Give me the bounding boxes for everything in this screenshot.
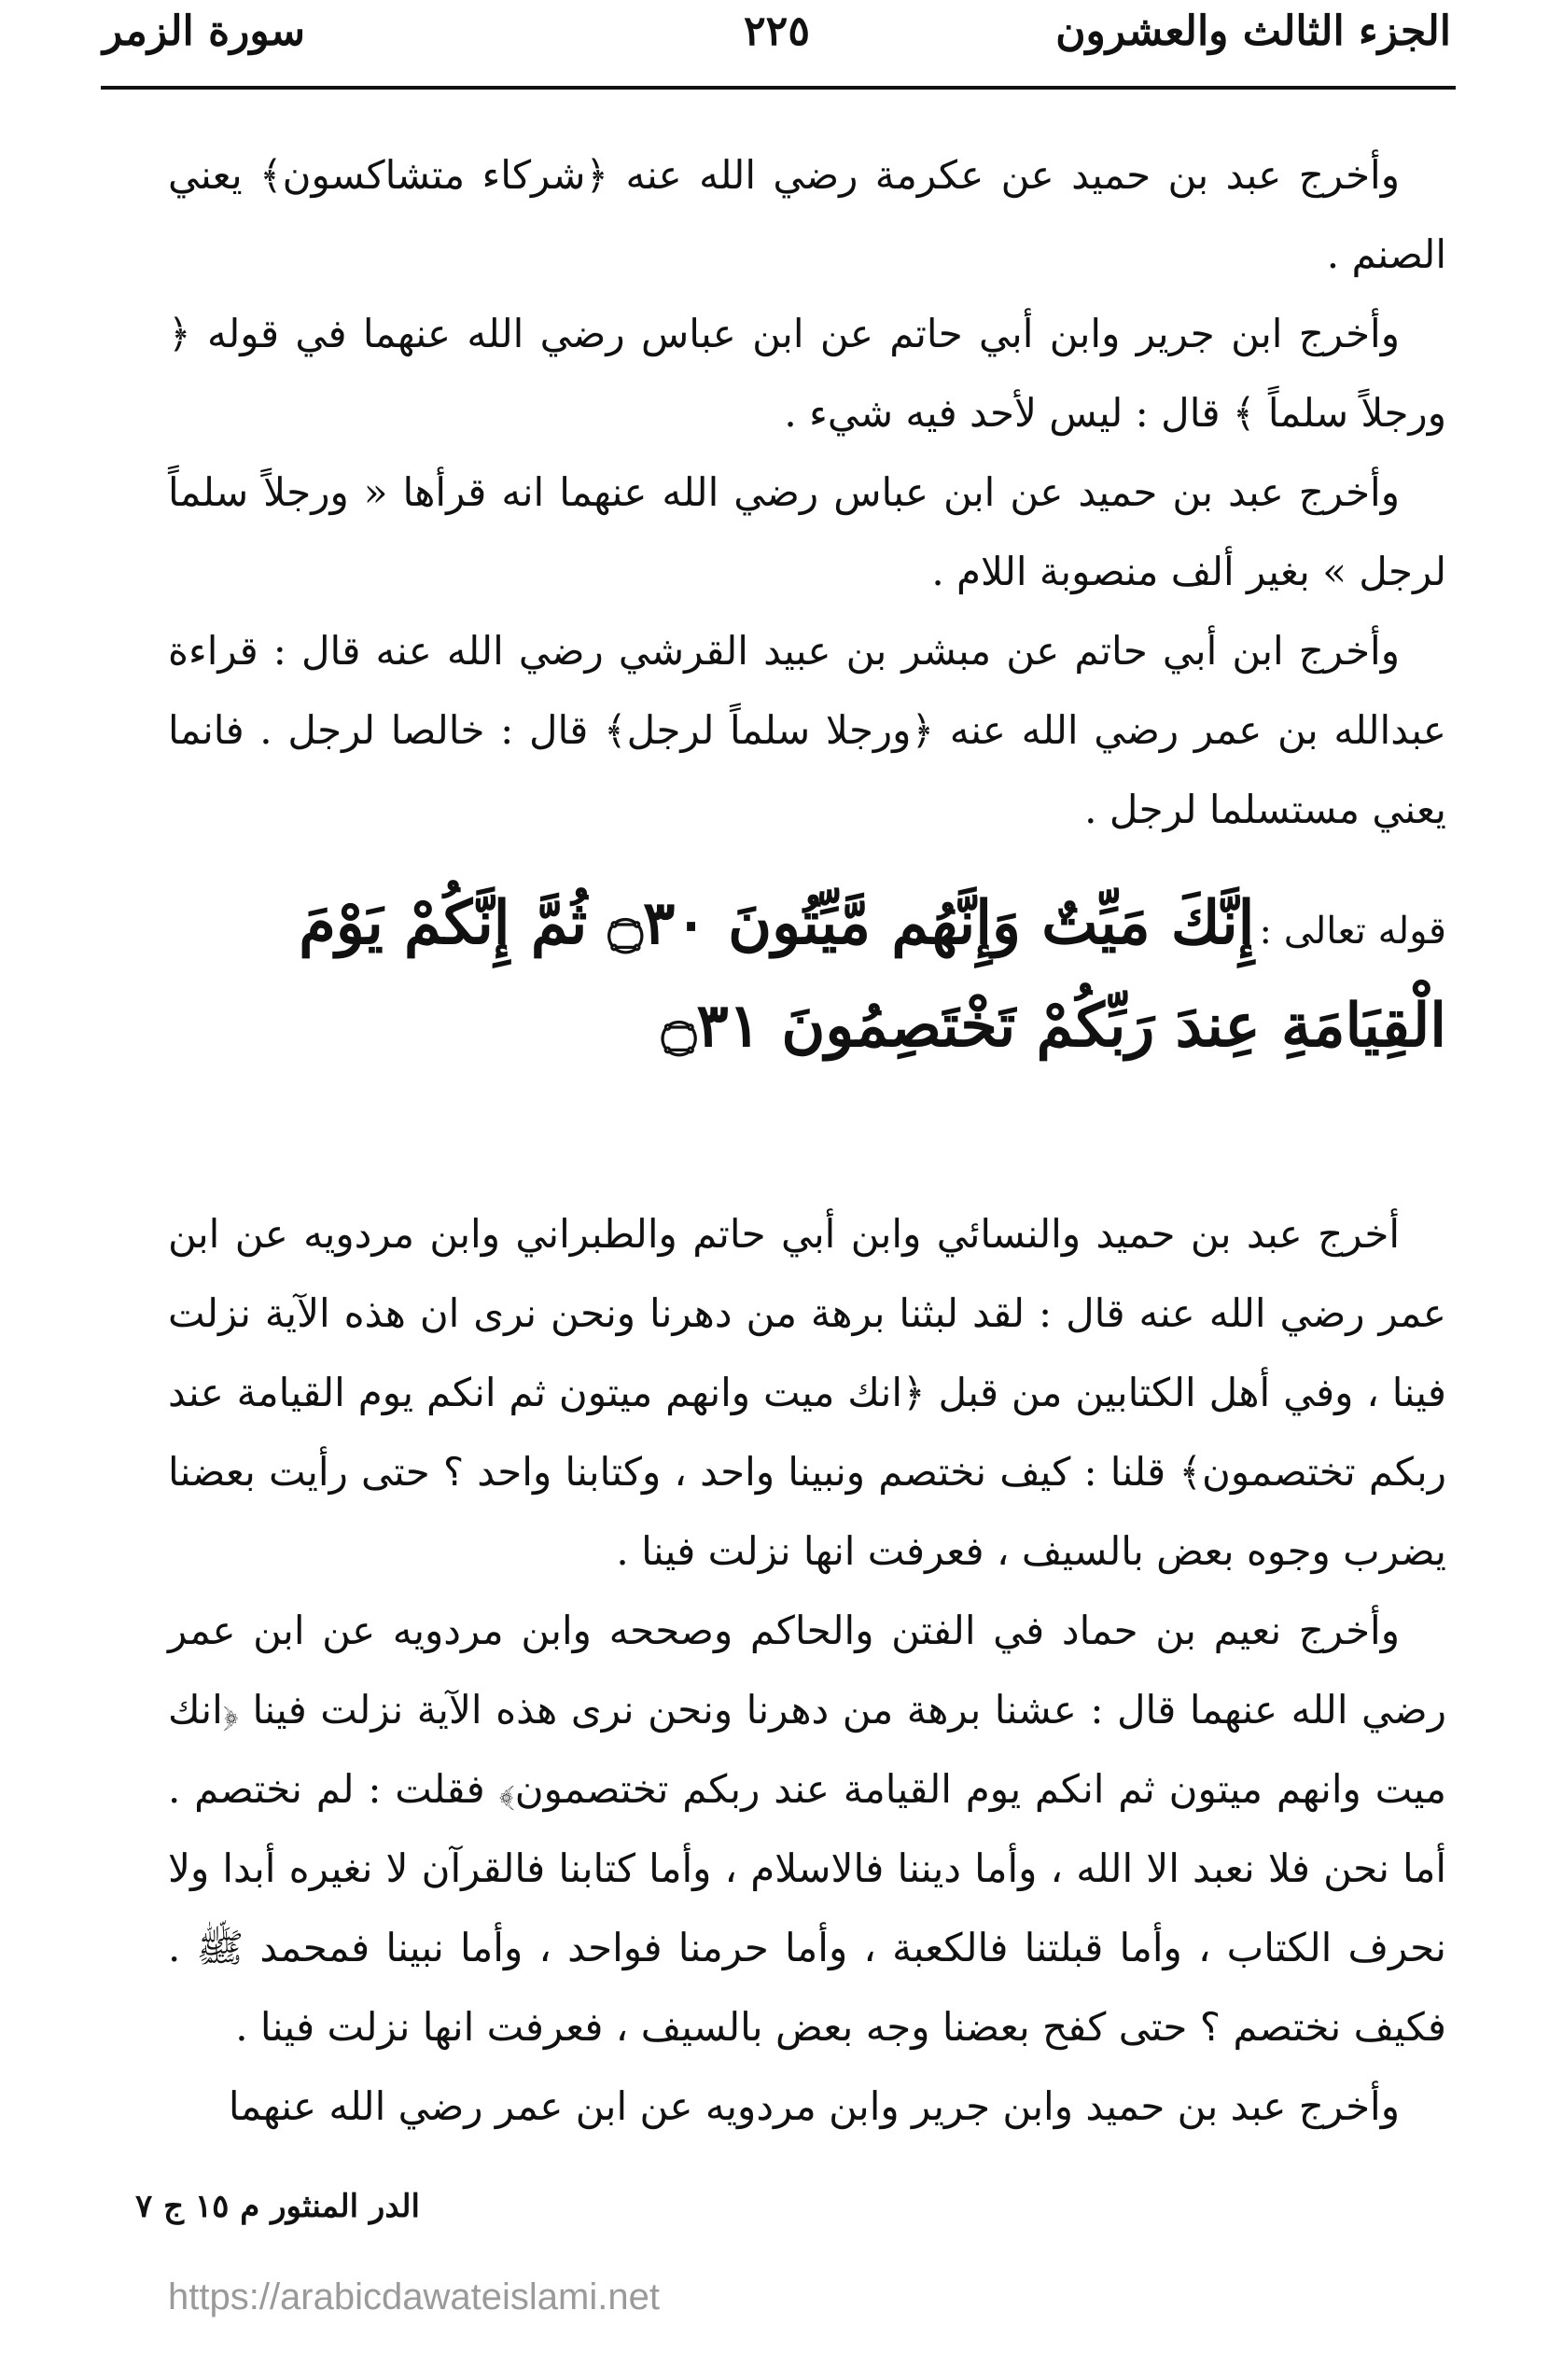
verse-text: إِنَّكَ مَيِّتٌ وَإِنَّهُم مَّيِّتُونَ ۝٣٠ ثُمَّ إِنَّكُمْ يَوْمَ الْقِيَامَةِ عِندَ رَبِّكُمْ تَخْتَصِمُونَ ۝٣١ [299, 888, 1446, 1061]
surah-title: سورة الزمر [103, 7, 305, 55]
header-rule [101, 86, 1456, 90]
paragraph: وأخرج ابن أبي حاتم عن مبشر بن عبيد القرشي رضي الله عنه قال : قراءة عبدالله بن عمر رضي الله عنه ﴿ورجلا سلماً لرجل﴾ قال : خالصا لرجل . فانما يعني مستسلما لرجل . [168, 628, 1446, 832]
text-block-1 [168, 135, 1446, 849]
paragraph: وأخرج نعيم بن حماد في الفتن والحاكم وصححه وابن مردويه عن ابن عمر رضي الله عنهما قال : عشنا برهة من دهرنا ونحن نرى هذه الآية نزلت فينا ﴿انك ميت وانهم ميتون ثم انكم يوم القيامة عند ربكم تختصمون﴾ فقلت : لم نختصم . أما نحن فلا نعبد الا الله ، وأما ديننا فالاسلام ، وأما كتابنا فالقرآن لا نغيره أبدا ولا نحرف الكتاب ، وأما قبلتنا فالكعبة ، وأما حرمنا فواحد ، وأما نبينا فمحمد ﷺ . فكيف نختصم ؟ حتى كفح بعضنا وجه بعض بالسيف ، فعرفت انها نزلت فينا . [168, 1608, 1446, 2050]
paragraph: وأخرج عبد بن حميد عن ابن عباس رضي الله عنهما انه قرأها « ورجلاً سلماً لرجل » بغير ألف منصوبة اللام . [168, 469, 1446, 594]
paragraph: وأخرج ابن جرير وابن أبي حاتم عن ابن عباس رضي الله عنهما في قوله ﴿ ورجلاً سلماً ﴾ قال : ليس لأحد فيه شيء . [168, 311, 1446, 436]
watermark-url: https://arabicdawateislami.net [168, 2276, 660, 2317]
paragraph: أخرج عبد بن حميد والنسائي وابن أبي حاتم والطبراني وابن مردويه عن ابن عمر رضي الله عنه قال : لقد لبثنا برهة من دهرنا ونحن نرى ان هذه الآية نزلت فينا ، وفي أهل الكتابين من قبل ﴿انك ميت وانهم ميتون ثم انكم يوم القيامة عند ربكم تختصمون﴾ قلنا : كيف نختصم ونبينا واحد ، وكتابنا واحد ؟ حتى رأيت بعضنا يضرب وجوه بعض بالسيف ، فعرفت انها نزلت فينا . [168, 1211, 1446, 1574]
page-header [103, 0, 1451, 84]
part-title: الجزء الثالث والعشرون [1055, 7, 1451, 55]
text-block-2 [168, 1194, 1446, 2146]
paragraph: وأخرج عبد بن حميد وابن جرير وابن مردويه عن ابن عمر رضي الله عنهما [228, 2083, 1400, 2129]
verse-intro: قوله تعالى : [1259, 910, 1446, 953]
quran-verse [177, 872, 1446, 1115]
page-number: ٢٢٥ [744, 7, 810, 55]
footnote: الدر المنثور م ١٥ ج ٧ [134, 2188, 420, 2225]
paragraph: وأخرج عبد بن حميد عن عكرمة رضي الله عنه ﴿شركاء متشاكسون﴾ يعني الصنم . [168, 152, 1446, 277]
